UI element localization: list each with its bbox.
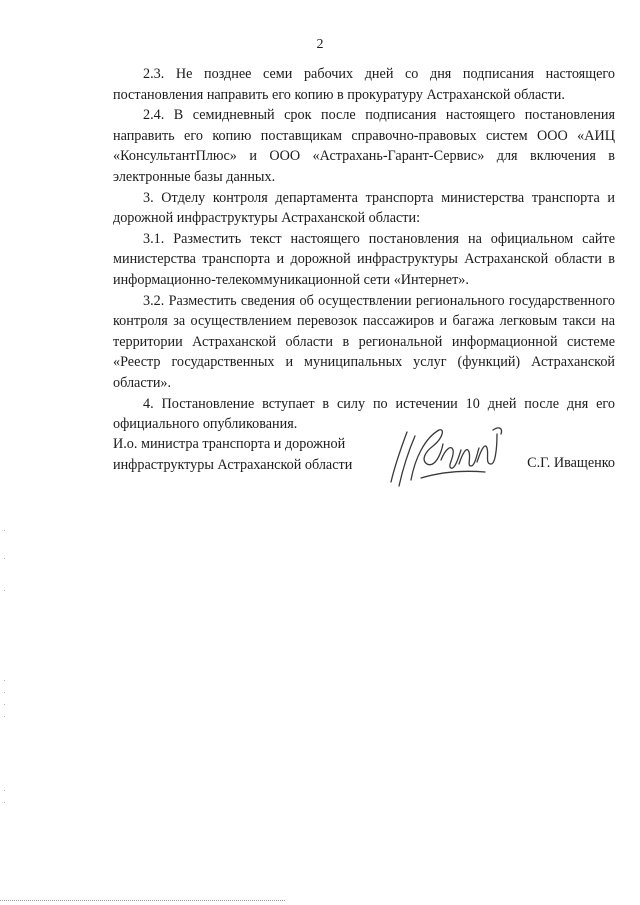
scan-edge-marks [4,520,6,820]
paragraph-3: 3. Отделу контроля департамента транспорта министерства транспорта и дорожной инфраструктуры Астраханской области: [113,189,615,227]
paragraph-3-2: 3.2. Разместить сведения об осуществлении регионального государственного контроля за осуществлением перевозок пассажиров и багажа легковым такси на территории Астраханской области в региональной информационной системе «Реестр государственных и муниципальных услуг (функций) Астраханской области». [113,292,615,391]
paragraph-2-3: 2.3. Не позднее семи рабочих дней со дня подписания настоящего постановления направить его копию в прокуратуру Астраханской области. [113,66,615,103]
signatory-title [113,434,352,475]
signature-block [113,434,615,504]
page-number: 2 [316,37,324,52]
handwritten-signature [381,420,511,500]
paragraph-4: 4. Постановление вступает в силу по истечении 10 дней после дня его официального опубликования. [113,395,615,433]
signatory-title-line-1: И.о. министра транспорта и дорожной [113,436,346,452]
bottom-scan-rule [0,900,285,902]
paragraph-3-1: 3.1. Разместить текст настоящего постановления на официальном сайте министерства транспорта и дорожной инфраструктуры Астраханской области в информационно-телекоммуникационной сети «Интернет». [113,230,615,288]
paragraph-2-4: 2.4. В семидневный срок после подписания настоящего постановления направить его копию поставщикам справочно-правовых систем ООО «АИЦ «КонсультантПлюс» и ООО «Астрахань-Гарант-Сервис» для включения в электронные базы данных. [113,107,615,185]
signatory-name: С.Г. Иващенко [527,455,615,471]
signatory-title-line-2: инфраструктуры Астраханской области [113,456,353,473]
document-body [113,64,615,435]
